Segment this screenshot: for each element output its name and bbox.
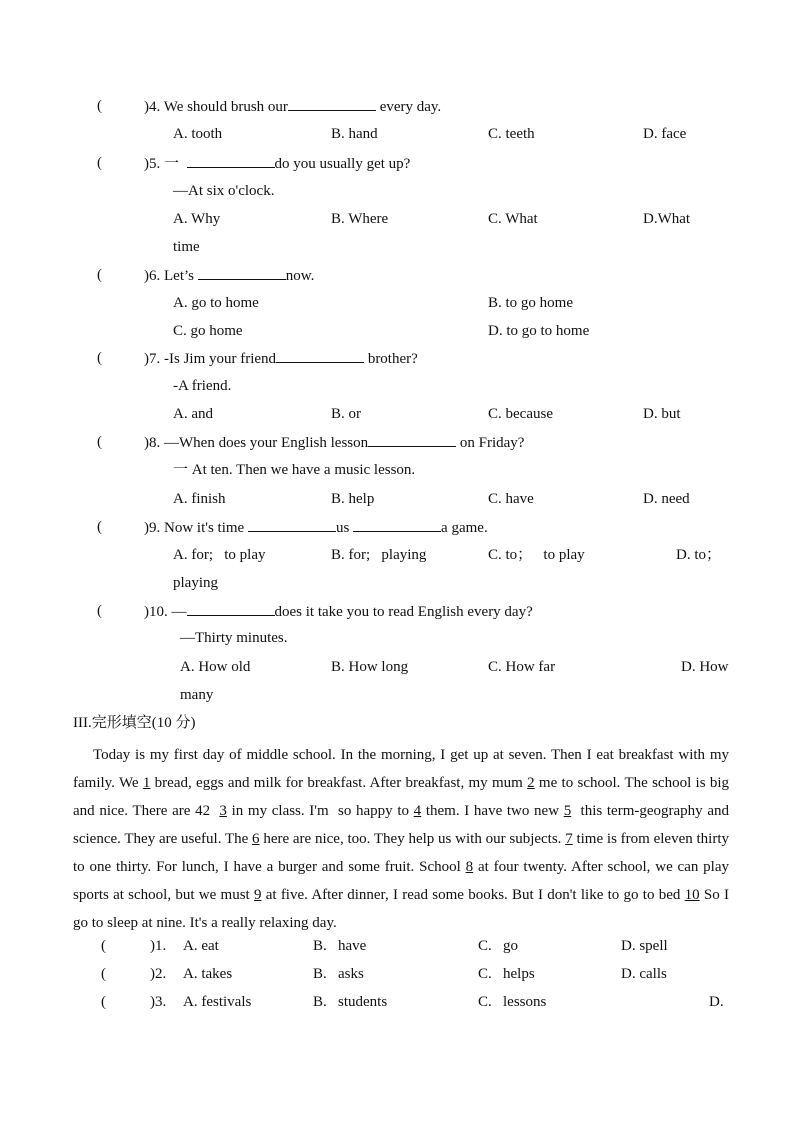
q7-option-a: A. and xyxy=(173,406,213,422)
q9-option-d: D. to； xyxy=(676,547,722,563)
q9-option-c: C. to； to play xyxy=(488,547,585,563)
c3-option-c: C. lessons xyxy=(478,994,547,1010)
q8-blank xyxy=(368,432,456,447)
q7-stem xyxy=(144,348,418,369)
c1-option-a: A. eat xyxy=(183,938,219,954)
passage-blank-3: 3 xyxy=(219,803,227,819)
q10-option-a: A. How old xyxy=(180,659,251,675)
q5-dash: 一 xyxy=(164,156,180,172)
q5-stem xyxy=(144,153,410,174)
q9-option-d-cont: playing xyxy=(173,575,218,591)
q4-option-d: D. face xyxy=(643,126,687,142)
q10-option-b: B. How long xyxy=(331,659,409,675)
q10-number: )10. xyxy=(144,604,168,620)
q7-option-d: D. but xyxy=(643,406,681,422)
q10-stem-post: does it take you to read English every day? xyxy=(274,604,533,620)
q7-option-b: B. or xyxy=(331,406,361,422)
c1-option-c: C. go xyxy=(478,938,519,954)
passage-text: this term-geography and science. They are useful. The xyxy=(73,803,730,847)
q7-option-c: C. because xyxy=(488,406,553,422)
passage-text: Today is my first day of middle school. In the morning, I get up at seven. Then I eat breakfast with my family. We xyxy=(73,747,729,791)
passage-blank-4: 4 xyxy=(413,803,422,819)
q6-stem-pre: Let’s xyxy=(164,268,194,284)
passage-blank-10: 10 xyxy=(684,887,700,903)
q6-paren: ( xyxy=(97,267,102,283)
q8-number: )8. xyxy=(144,435,161,451)
q6-option-a: A. go to home xyxy=(173,295,259,311)
q8-option-a: A. finish xyxy=(173,491,226,507)
q7-paren: ( xyxy=(97,350,102,366)
q8-paren: ( xyxy=(97,434,102,450)
q8-option-d: D. need xyxy=(643,491,690,507)
q10-blank xyxy=(187,601,275,616)
q7-number: )7. xyxy=(144,351,161,367)
q6-stem xyxy=(144,265,314,286)
q5-option-b: B. Where xyxy=(331,211,389,227)
cloze-passage xyxy=(73,741,729,937)
c1-paren: ( xyxy=(101,938,106,954)
passage-text: at five. After dinner, I read some books. But I don't like to go to bed xyxy=(261,887,685,903)
q5-blank xyxy=(187,153,275,168)
q6-option-d: D. to go to home xyxy=(488,323,590,339)
q10-reply: —Thirty minutes. xyxy=(180,630,288,646)
q9-stem-mid: us xyxy=(335,520,350,536)
q5-option-a: A. Why xyxy=(173,211,221,227)
q10-option-d-cont: many xyxy=(180,687,214,703)
q4-option-b: B. hand xyxy=(331,126,378,142)
q8-option-b: B. help xyxy=(331,491,375,507)
q4-option-a: A. tooth xyxy=(173,126,223,142)
q6-blank xyxy=(198,265,286,280)
q9-option-a: A. for; to play xyxy=(173,547,266,563)
passage-blank-2: 2 xyxy=(527,775,535,791)
q8-option-c: C. have xyxy=(488,491,534,507)
q8-reply: 一 At ten. Then we have a music lesson. xyxy=(173,462,416,478)
c2-option-d: D. calls xyxy=(621,966,667,982)
q8-stem-post: on Friday? xyxy=(459,435,525,451)
passage-text: bread, eggs and milk for breakfast. After breakfast, my mum xyxy=(150,775,528,791)
c1-option-b: B. have xyxy=(313,938,367,954)
c1-number: )1. xyxy=(150,938,167,954)
q9-option-b: B. for; playing xyxy=(331,547,427,563)
q10-stem xyxy=(144,601,533,622)
passage-text: here are nice, too. They help us with our subjects. xyxy=(259,831,566,847)
passage-blank-1: 1 xyxy=(142,775,151,791)
q7-reply: -A friend. xyxy=(173,378,232,394)
c2-paren: ( xyxy=(101,966,106,982)
q7-stem-post: brother? xyxy=(367,351,418,367)
q10-stem-pre: — xyxy=(171,604,187,620)
q10-option-d: D. How xyxy=(681,659,729,675)
q7-blank xyxy=(276,348,364,363)
q9-number: )9. xyxy=(144,520,161,536)
q5-stem-post: do you usually get up? xyxy=(274,156,411,172)
q6-option-c: C. go home xyxy=(173,323,243,339)
q4-stem-pre: We should brush our xyxy=(163,99,288,115)
c3-paren: ( xyxy=(101,994,106,1010)
q5-option-d: D.What xyxy=(643,211,691,227)
q9-paren: ( xyxy=(97,519,102,535)
q4-paren: ( xyxy=(97,98,102,114)
q9-stem-pre: Now it's time xyxy=(164,520,245,536)
passage-blank-5: 5 xyxy=(563,803,572,819)
c3-option-a: A. festivals xyxy=(183,994,252,1010)
q10-paren: ( xyxy=(97,603,102,619)
c2-option-a: A. takes xyxy=(183,966,233,982)
passage-text: So I go to sleep at nine. It's a really relaxing day. xyxy=(73,887,730,931)
q4-number: )4. xyxy=(144,99,161,115)
c3-number: )3. xyxy=(150,994,167,1010)
q6-option-b: B. to go home xyxy=(488,295,573,311)
q6-number: )6. xyxy=(144,268,161,284)
q5-option-c: C. What xyxy=(488,211,538,227)
passage-blank-7: 7 xyxy=(565,831,573,847)
passage-blank-9: 9 xyxy=(253,887,262,903)
passage-text: them. I have two new xyxy=(421,803,564,819)
q7-stem-pre: -Is Jim your friend xyxy=(164,351,277,367)
q4-stem xyxy=(144,96,441,117)
q5-option-d-cont: time xyxy=(173,239,200,255)
q5-reply: —At six o'clock. xyxy=(173,183,275,199)
c2-option-c: C. helps xyxy=(478,966,535,982)
q5-number: )5. xyxy=(144,156,161,172)
passage-text: at four twenty. After school, we can play sports at school, but we must xyxy=(73,859,730,903)
passage-text: in my class. I'm so happy to xyxy=(226,803,414,819)
c1-option-d: D. spell xyxy=(621,938,668,954)
q4-blank xyxy=(288,96,376,111)
q4-stem-post: every day. xyxy=(379,99,442,115)
q9-blank-1 xyxy=(248,517,336,532)
passage-blank-8: 8 xyxy=(465,859,474,875)
q8-stem-pre: —When does your English lesson xyxy=(164,435,369,451)
passage-text: me to school. The school is big and nice. There are 42 xyxy=(73,775,729,819)
q6-stem-post: now. xyxy=(285,268,315,284)
c2-number: )2. xyxy=(150,966,167,982)
passage-blank-6: 6 xyxy=(252,831,260,847)
q8-stem xyxy=(144,432,524,453)
q4-option-c: C. teeth xyxy=(488,126,535,142)
c3-option-b: B. students xyxy=(313,994,388,1010)
q9-blank-2 xyxy=(353,517,441,532)
passage-text: time is from eleven thirty to one thirty. For lunch, I have a burger and some fruit. School xyxy=(73,831,729,875)
section-title: III.完形填空(10 分) xyxy=(73,715,196,731)
q5-paren: ( xyxy=(97,155,102,171)
q9-stem xyxy=(144,517,488,538)
c2-option-b: B. asks xyxy=(313,966,364,982)
c3-option-d: D. xyxy=(709,994,724,1010)
q10-option-c: C. How far xyxy=(488,659,556,675)
q9-stem-post: a game. xyxy=(441,520,488,536)
